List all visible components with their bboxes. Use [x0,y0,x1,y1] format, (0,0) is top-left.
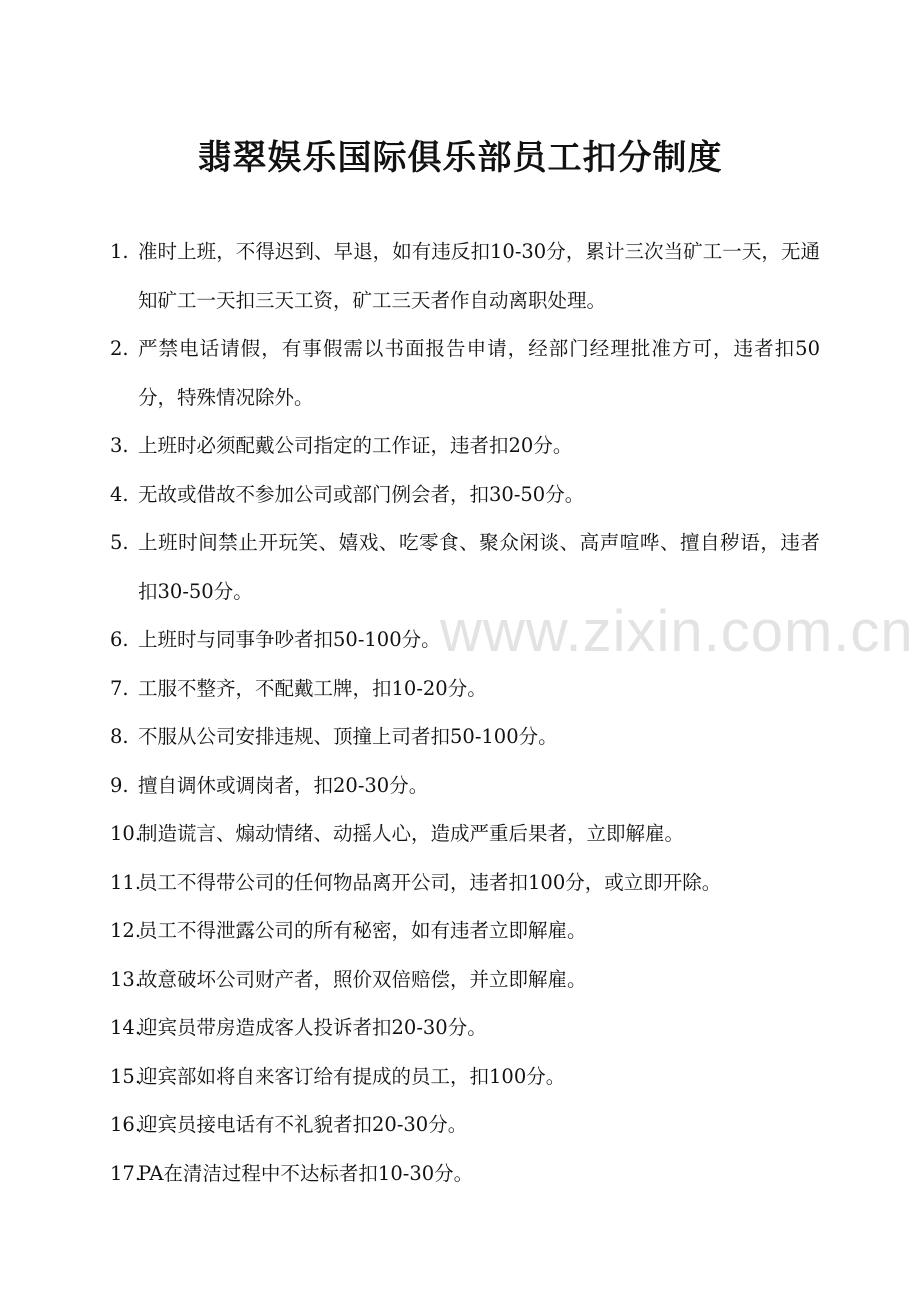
rule-number: 2. [110,337,129,360]
rule-item [110,713,820,762]
rule-item [110,616,820,665]
rule-text: 准时上班，不得迟到、早退，如有违反扣10-30分，累计三次当矿工一天，无通知矿工一天扣三天工资，矿工三天者作自动离职处理。 [138,240,820,312]
rule-number: 9. [110,773,129,797]
rule-number: 5. [110,531,129,554]
rule-text: 上班时间禁止开玩笑、嬉戏、吃零食、聚众闲谈、高声喧哗、擅自秽语，违者扣30-50分。 [138,531,820,603]
rule-item [110,422,820,471]
rule-item [110,471,820,520]
rules-list [110,228,820,1198]
rule-item [110,325,820,422]
rule-text: 工服不整齐，不配戴工牌，扣10-20分。 [138,676,487,700]
rule-text: 制造谎言、煽动情绪、动摇人心，造成严重后果者，立即解雇。 [138,822,685,845]
rule-text: 擅自调休或调岗者，扣20-30分。 [138,773,429,797]
rule-number: 8. [110,725,129,748]
rule-text: 迎宾部如将自来客订给有提成的员工，扣100分。 [138,1064,566,1088]
rule-text: PA在清洁过程中不达标者扣10-30分。 [138,1161,474,1185]
rule-text: 不服从公司安排违规、顶撞上司者扣50-100分。 [138,725,558,748]
rule-number: 6. [110,628,129,651]
rule-item [110,1053,820,1102]
rule-number: 12. [110,919,142,942]
rule-number: 3. [110,434,129,457]
rule-number: 4. [110,482,129,506]
rule-text: 严禁电话请假，有事假需以书面报告申请，经部门经理批准方可，违者扣50分，特殊情况除外。 [138,337,820,409]
rule-text: 员工不得泄露公司的所有秘密，如有违者立即解雇。 [138,919,587,942]
rule-item [110,665,820,714]
rule-item [110,762,820,811]
rule-text: 上班时与同事争吵者扣50-100分。 [138,628,441,651]
rule-text: 员工不得带公司的任何物品离开公司，违者扣100分，或立即开除。 [138,870,722,894]
page-title: 翡翠娱乐国际俱乐部员工扣分制度 [197,138,723,178]
rule-number: 10. [110,822,142,845]
rule-text: 故意破坏公司财产者，照价双倍赔偿，并立即解雇。 [138,967,587,991]
rule-text: 迎宾员带房造成客人投诉者扣20-30分。 [138,1016,487,1039]
rule-number: 13. [110,967,142,991]
rule-item [110,1004,820,1053]
rule-item [110,810,820,859]
rule-text: 上班时必须配戴公司指定的工作证，违者扣20分。 [138,434,573,457]
rule-text: 无故或借故不参加公司或部门例会者，扣30-50分。 [138,482,585,506]
rule-number: 7. [110,676,129,700]
rule-item [110,1150,820,1199]
rule-item [110,1101,820,1150]
rule-item [110,956,820,1005]
rule-item [110,859,820,908]
rule-number: 16. [110,1113,142,1136]
rule-item [110,228,820,325]
rule-number: 14. [110,1016,142,1039]
rule-number: 15. [110,1064,142,1088]
rule-item [110,907,820,956]
rule-item [110,519,820,616]
rule-text: 迎宾员接电话有不礼貌者扣20-30分。 [138,1113,468,1136]
rule-number: 1. [110,240,129,263]
rule-number: 11. [110,870,142,894]
rule-number: 17. [110,1161,142,1185]
watermark: www.zixin.com.cn [440,599,914,664]
